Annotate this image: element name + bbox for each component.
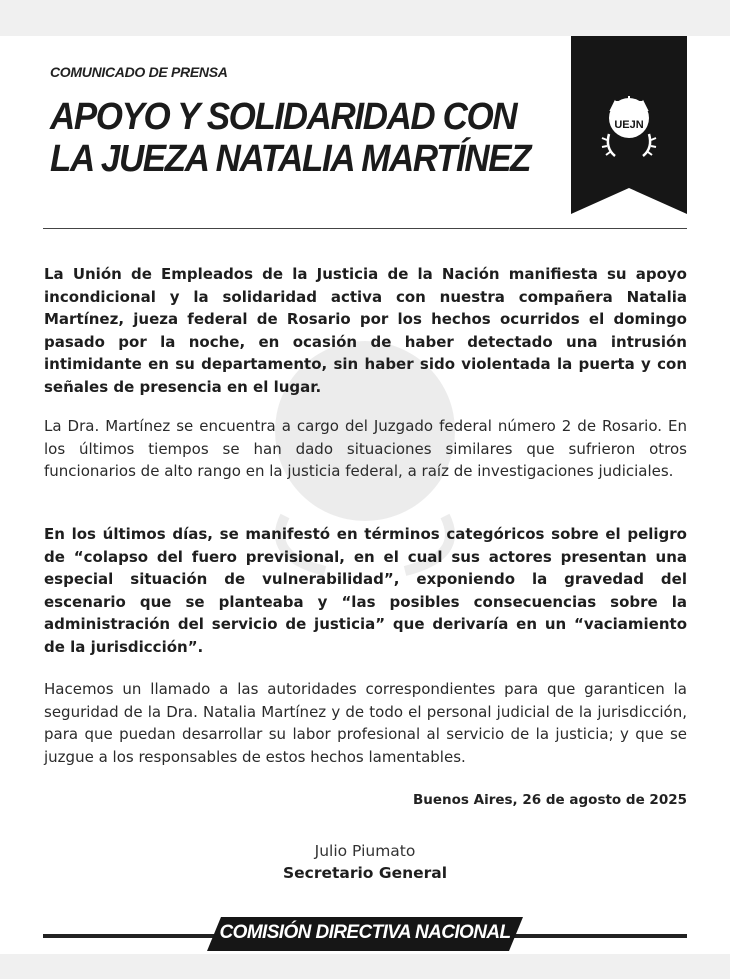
place-and-date: Buenos Aires, 26 de agosto de 2025 (412, 792, 687, 808)
logo-text: UEJN (614, 119, 644, 131)
headline-line-2: LA JUEZA NATALIA MARTÍNEZ (50, 138, 531, 180)
footer-label: COMISIÓN DIRECTIVA NACIONAL (219, 922, 511, 943)
paragraph-support: La Unión de Empleados de la Justicia de la Nación manifiesta su apoyo incondicional y la solidaridad activa con nuestra compañera Natalia Martínez, jueza federal de Rosario por los hechos ocurridos el domingo pasado por la noche, en ocasión de haber detectado una intrusión intimidante en su departamento, sin haber sido violentada la puerta y con señales de presencia en el lugar. (44, 265, 687, 396)
uejn-logo-banner (571, 36, 687, 214)
header-divider (43, 228, 687, 229)
headline (50, 96, 531, 180)
paragraph-call-to-action: Hacemos un llamado a las autoridades correspondientes para que garanticen la seguridad de la Dra. Natalia Martínez y de todo el personal judicial de la jurisdicción, para que puedan desarrollar su labor profesional al servicio de la justicia; y que se juzgue a los responsables de estos hechos lamentables. (44, 680, 687, 766)
headline-line-1: APOYO Y SOLIDARIDAD CON (50, 96, 517, 138)
signer-name: Julio Piumato (314, 842, 416, 860)
paragraph-warning: En los últimos días, se manifestó en términos categóricos sobre el peligro de “colapso del fuero previsional, en el cual sus actores presentan una especial situación de vulnerabilidad”, exponiendo la gravedad del escenario que se planteaba y “las posibles consecuencias sobre la administración del servicio de justicia” que derivaría en un “vaciamiento de la jurisdicción”. (44, 525, 687, 656)
paragraph-context: La Dra. Martínez se encuentra a cargo del Juzgado federal número 2 de Rosario. En los últimos tiempos se han dado situaciones similares que sufrieron otros funcionarios de alto rango en la justicia federal, a raíz de investigaciones judiciales. (44, 417, 687, 481)
signer-role: Secretario General (282, 864, 448, 882)
press-release-kicker: COMUNICADO DE PRENSA (50, 64, 228, 80)
press-release-page (0, 36, 730, 954)
